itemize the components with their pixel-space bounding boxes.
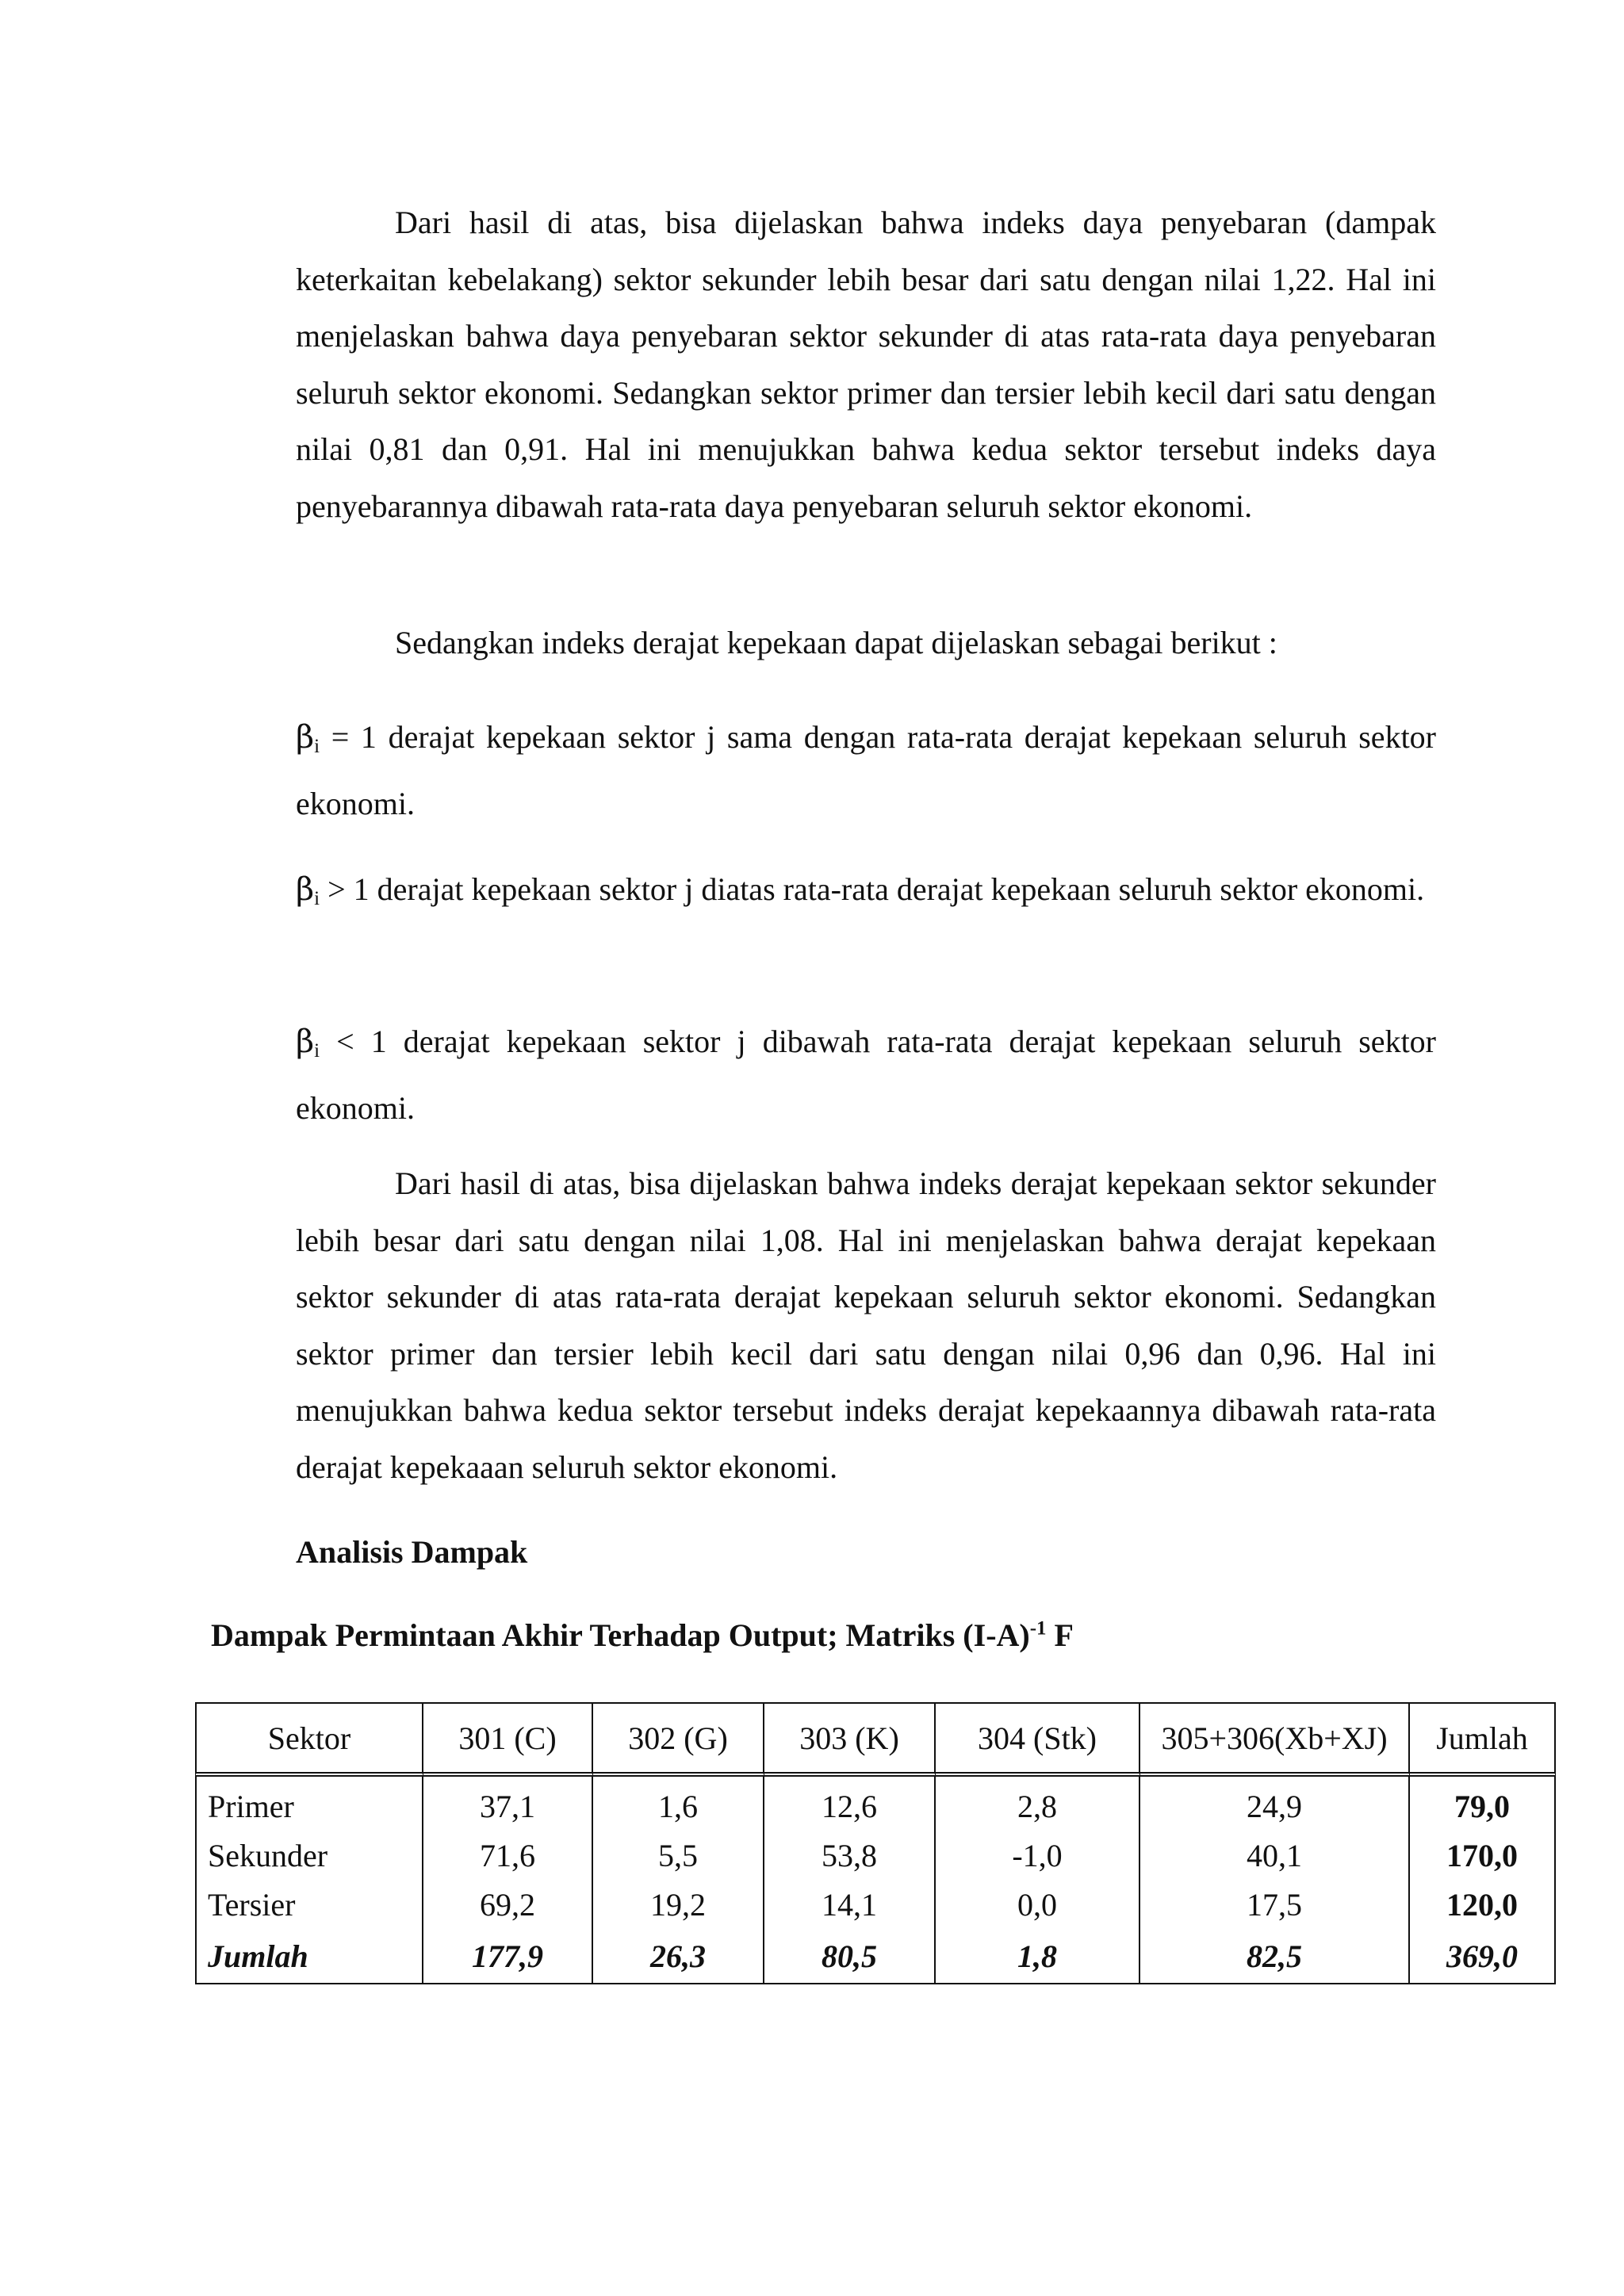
row-label: Primer [195,1777,423,1831]
column-header: Jumlah [1410,1702,1556,1777]
beta-subscript: i [314,888,320,909]
table-cell: 14,1 [764,1880,936,1929]
table-title-superscript: -1 [1029,1617,1047,1640]
table-cell: 40,1 [1140,1831,1410,1880]
beta-less-text: < 1 derajat kepekaan sektor j dibawah rata-rata derajat kepekaan seluruh sektor ekonomi. [296,1024,1436,1126]
column-header: 301 (C) [423,1702,593,1777]
paragraph-derajat-kepekaan-result: Dari hasil di atas, bisa dijelaskan bahwa indeks derajat kepekaan sektor sekunder lebih besar dari satu dengan nilai 1,08. Hal ini menjelaskan bahwa derajat kepekaan sektor sekunder di atas rata-rata derajat kepekaan seluruh sektor ekonomi. Sedangkan sektor primer dan tersier lebih kecil dari satu dengan nilai 0,96 dan 0,96. Hal ini menujukkan bahwa kedua sektor tersebut indeks derajat kepekaannya dibawah rata-rata derajat kepekaaan seluruh sektor ekonomi. [296,1165,1436,1485]
table-cell: 12,6 [764,1777,936,1831]
table-cell: 26,3 [593,1929,764,1984]
table-cell: 1,6 [593,1777,764,1831]
table-row [195,1880,1556,1929]
column-header: 304 (Stk) [936,1702,1140,1777]
beta-symbol: β [296,1024,315,1060]
beta-less-definition [296,1013,1436,1136]
table-row [195,1831,1556,1880]
grand-total-cell: 369,0 [1410,1929,1556,1984]
column-header: 302 (G) [593,1702,764,1777]
row-total-cell: 120,0 [1410,1880,1556,1929]
table-cell: 53,8 [764,1831,936,1880]
paragraph-daya-penyebaran: Dari hasil di atas, bisa dijelaskan bahwa indeks daya penyebaran (dampak keterkaitan kebelakang) sektor sekunder lebih besar dari satu dengan nilai 1,22. Hal ini menjelaskan bahwa daya penyebaran sektor sekunder di atas rata-rata daya penyebaran seluruh sektor ekonomi. Sedangkan sektor primer dan tersier lebih kecil dari satu dengan nilai 0,81 dan 0,91. Hal ini menujukkan bahwa kedua sektor tersebut indeks daya penyebarannya dibawah rata-rata daya penyebaran seluruh sektor ekonomi. [296,205,1436,524]
row-label: Sekunder [195,1831,423,1880]
table-title-text: Dampak Permintaan Akhir Terhadap Output; Matriks (I-A) [211,1617,1030,1653]
impact-table [195,1702,1556,1984]
column-header: 303 (K) [764,1702,936,1777]
table-cell: -1,0 [936,1831,1140,1880]
column-header: 305+306(Xb+XJ) [1140,1702,1410,1777]
beta-equal-definition [296,709,1436,832]
beta-equal-text: = 1 derajat kepekaan sektor j sama dengan rata-rata derajat kepekaan seluruh sektor ekonomi. [296,719,1436,821]
beta-subscript: i [314,736,320,757]
table-header-row [195,1702,1556,1777]
table-cell: 80,5 [764,1929,936,1984]
row-label: Tersier [195,1880,423,1929]
table-cell: 82,5 [1140,1929,1410,1984]
table-cell: 17,5 [1140,1880,1410,1929]
table-cell: 0,0 [936,1880,1140,1929]
beta-symbol: β [296,719,315,756]
beta-greater-definition [296,861,1436,928]
beta-subscript: i [314,1040,320,1062]
table-cell: 5,5 [593,1831,764,1880]
table-cell: 1,8 [936,1929,1140,1984]
table-title-suffix: F [1046,1617,1074,1653]
row-total-cell: 79,0 [1410,1777,1556,1831]
row-label: Jumlah [195,1929,423,1984]
section-heading: Analisis Dampak [296,1534,528,1570]
table-cell: 2,8 [936,1777,1140,1831]
row-total-cell: 170,0 [1410,1831,1556,1880]
beta-symbol: β [296,871,315,908]
table-cell: 24,9 [1140,1777,1410,1831]
beta-greater-text: > 1 derajat kepekaan sektor j diatas rata-rata derajat kepekaan seluruh sektor ekonomi. [320,871,1425,907]
table-cell: 69,2 [423,1880,593,1929]
table-cell: 37,1 [423,1777,593,1831]
paragraph-derajat-kepekaan-intro: Sedangkan indeks derajat kepekaan dapat dijelaskan sebagai berikut : [395,625,1277,660]
table-cell: 19,2 [593,1880,764,1929]
column-header: Sektor [195,1702,423,1777]
table-cell: 177,9 [423,1929,593,1984]
table-row [195,1777,1556,1831]
table-total-row [195,1929,1556,1984]
table-title [211,1617,1074,1654]
table-cell: 71,6 [423,1831,593,1880]
